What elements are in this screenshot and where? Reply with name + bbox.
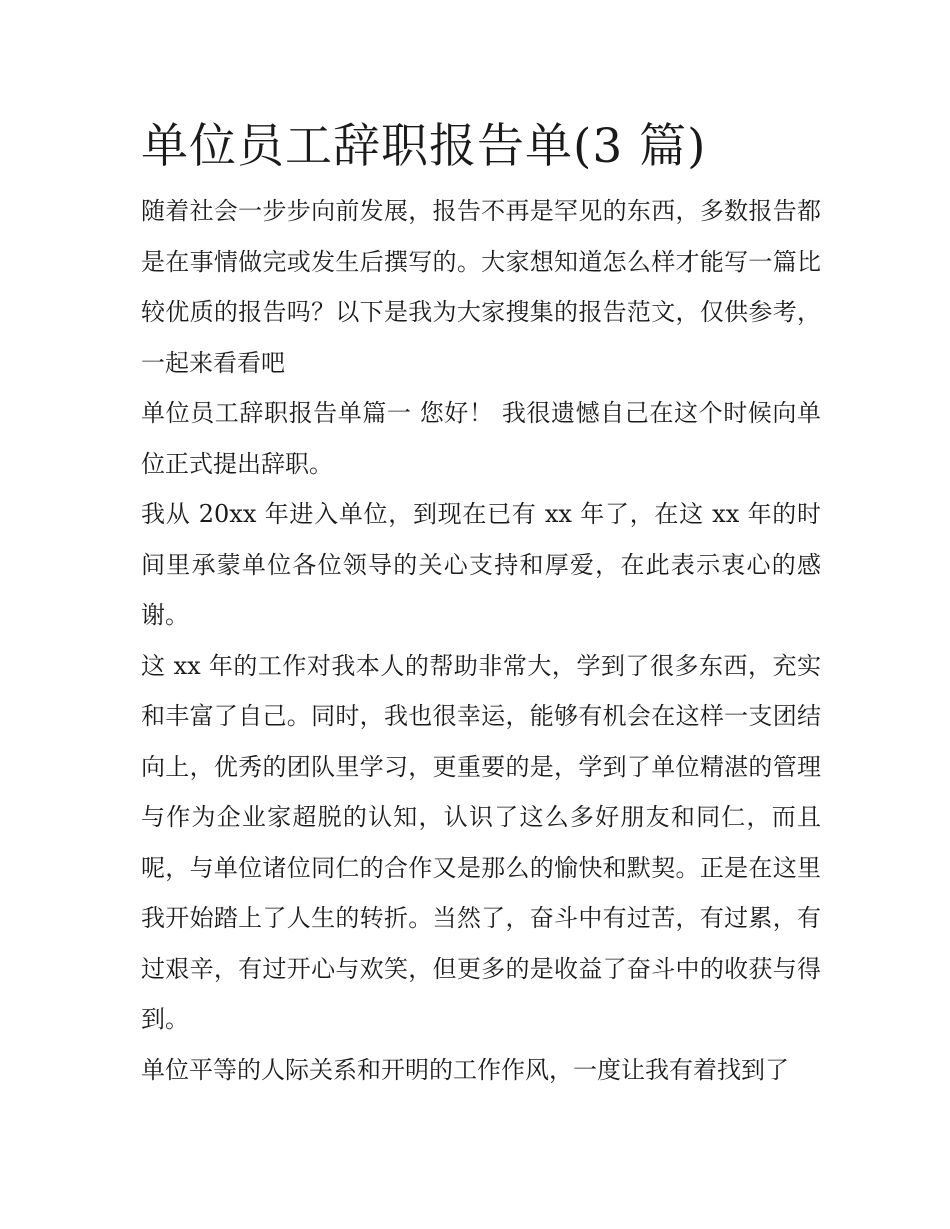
document-title: 单位员工辞职报告单(3 篇) [141, 119, 707, 174]
document-page [141, 112, 821, 1095]
paragraph-greeting: 单位员工辞职报告单篇一 您好！ 我很遗憾自己在这个时候向单位正式提出辞职。 [141, 399, 821, 478]
paragraph-experience: 这 xx 年的工作对我本人的帮助非常大，学到了很多东西，充实和丰富了自己。同时，我也很幸运，能够有机会在这样一支团结向上，优秀的团队里学习，更重要的是，学到了单位精湛的管理与作为企业家超脱的认知，认识了这么多好朋友和同仁，而且呢，与单位诸位同仁的合作又是那么的愉快和默契。正是在这里我开始踏上了人生的转折。当然了，奋斗中有过苦，有过累，有过艰辛，有过开心与欢笑，但更多的是收益了奋斗中的收获与得到。 [141, 651, 821, 1033]
paragraph-tenure: 我从 20xx 年进入单位，到现在已有 xx 年了，在这 xx 年的时间里承蒙单位各位领导的关心支持和厚爱，在此表示衷心的感谢。 [141, 500, 821, 629]
paragraph-work-culture: 单位平等的人际关系和开明的工作作风，一度让我有着找到了 [141, 1055, 789, 1084]
paragraph-intro: 随着社会一步步向前发展，报告不再是罕见的东西，多数报告都是在事情做完或发生后撰写的。大家想知道怎么样才能写一篇比较优质的报告吗？以下是我为大家搜集的报告范文，仅供参考，一起来看看吧 [141, 197, 821, 377]
